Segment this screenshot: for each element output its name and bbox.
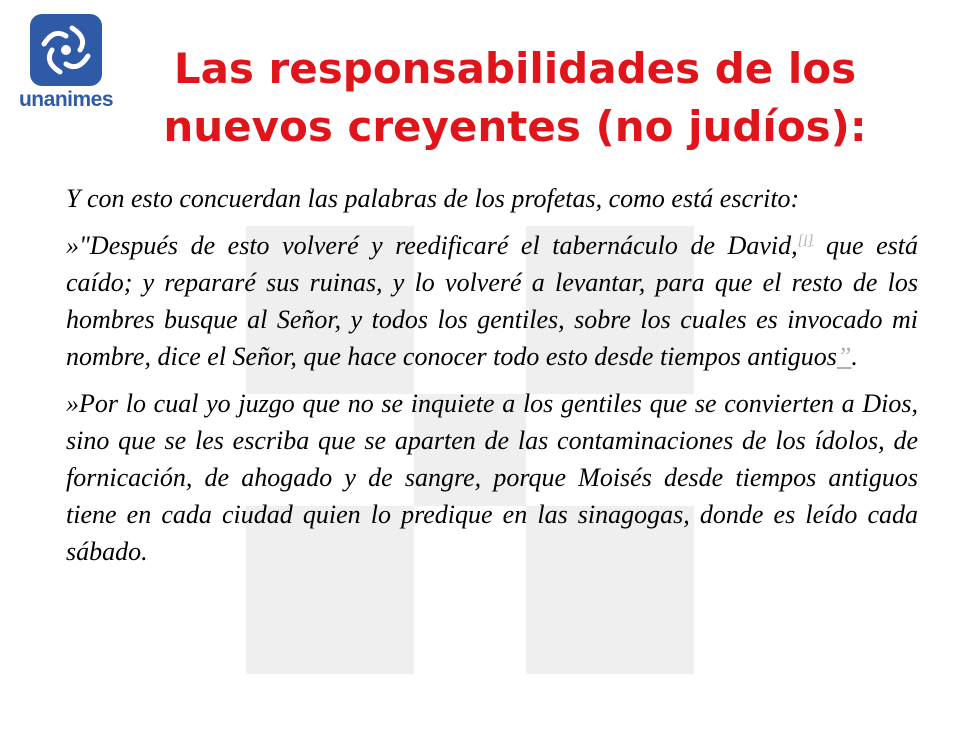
unanimes-logo: [6, 8, 116, 118]
logo-hands-icon: [30, 14, 102, 86]
quote-text-rest: que está caído; y repararé sus ruinas, y lo volveré a levantar, para que el resto de los hombres busque al Señor, y todos los gentiles, sobre los cuales es invocado mi nombre, dice el Señor, que hace conocer todo esto desde tiempos antiguos: [66, 231, 918, 371]
paragraph-judgment: »Por lo cual yo juzgo que no se inquiete a los gentiles que se convierten a Dios, sino que se les escriba que se aparten de las contaminaciones de los ídolos, de fornicación, de ahogado y de sangre, porque Moisés desde tiempos antiguos tiene en cada ciudad quien lo predique en las sinagogas, donde es leído cada sábado.: [66, 389, 918, 566]
slide-title: Las responsabilidades de los nuevos creyentes (no judíos):: [163, 44, 867, 151]
paragraph-intro: Y con esto concuerdan las palabras de los profetas, como está escrito:: [66, 184, 800, 213]
quote-text-start: »"Después de esto volveré y reedificaré el tabernáculo de David,: [66, 231, 798, 260]
quote-period: .: [851, 342, 858, 371]
closing-quote-link[interactable]: ”: [836, 342, 852, 371]
slide-body: [66, 180, 918, 580]
footnote-reference[interactable]: [i]: [797, 232, 814, 249]
paragraph-quote: [66, 227, 918, 375]
logo-text: unanimes: [18, 88, 114, 111]
logo-badge: [30, 14, 102, 86]
